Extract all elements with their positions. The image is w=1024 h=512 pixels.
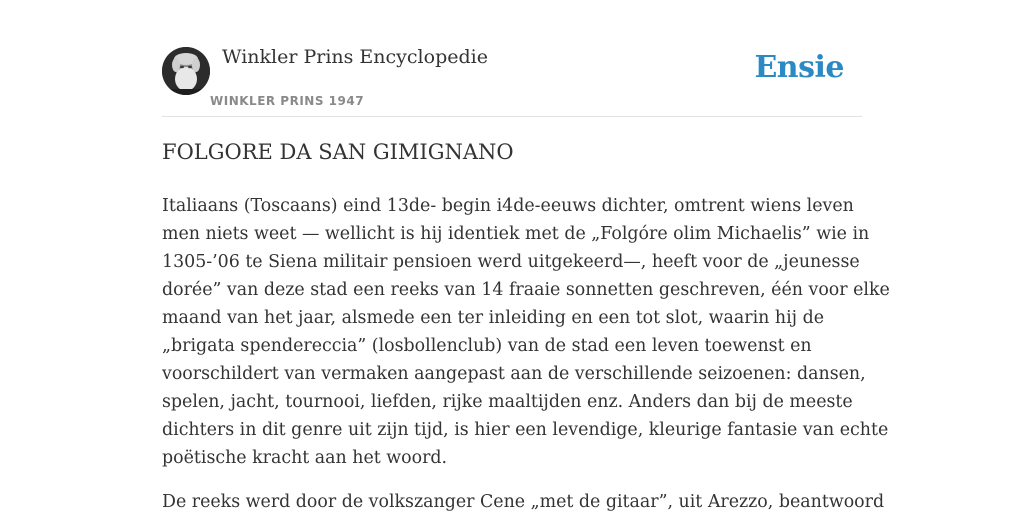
text-line: men niets weet — wellicht is hij identiek met de „Folgóre olim Michaelis” wie in: [162, 224, 870, 244]
author-avatar[interactable]: [162, 47, 210, 95]
collection-label[interactable]: WINKLER PRINS 1947: [210, 94, 365, 108]
site-header: [162, 40, 862, 117]
text-line: De reeks werd door de volkszanger Cene „met de gitaar”, uit Arezzo, beantwoord: [162, 492, 885, 512]
article-body: [162, 192, 890, 512]
text-line: dichters in dit genre uit zijn tijd, is hier een levendige, kleurige fantasie van echte: [162, 420, 889, 440]
text-line: spelen, jacht, tournooi, liefden, rijke maaltijden enz. Anders dan bij de meeste: [162, 392, 853, 412]
text-line: Italiaans (Toscaans) eind 13de- begin i4de-eeuws dichter, omtrent wiens leven: [162, 196, 854, 216]
article-title: FOLGORE DA SAN GIMIGNANO: [162, 140, 514, 164]
text-line: poëtische kracht aan het woord.: [162, 448, 448, 468]
text-line: „brigata spendereccia” (losbollenclub) van de stad een leven toewenst en: [162, 336, 812, 356]
text-line: voorschildert van vermaken aangepast aan de verschillende seizoenen: dansen,: [162, 364, 866, 384]
portrait-image: [162, 47, 210, 95]
paragraph: [162, 488, 885, 512]
text-line: 1305-’06 te Siena militair pensioen werd uitgekeerd—, heeft voor de „jeunesse: [162, 252, 860, 272]
site-name[interactable]: Winkler Prins Encyclopedie: [222, 46, 488, 68]
ensie-logo[interactable]: Ensie: [754, 50, 844, 85]
text-line: maand van het jaar, alsmede een ter inleiding en een tot slot, waarin hij de: [162, 308, 824, 328]
text-line: dorée” van deze stad een reeks van 14 fraaie sonnetten geschreven, één voor elke: [162, 280, 890, 300]
paragraph: [162, 192, 890, 472]
